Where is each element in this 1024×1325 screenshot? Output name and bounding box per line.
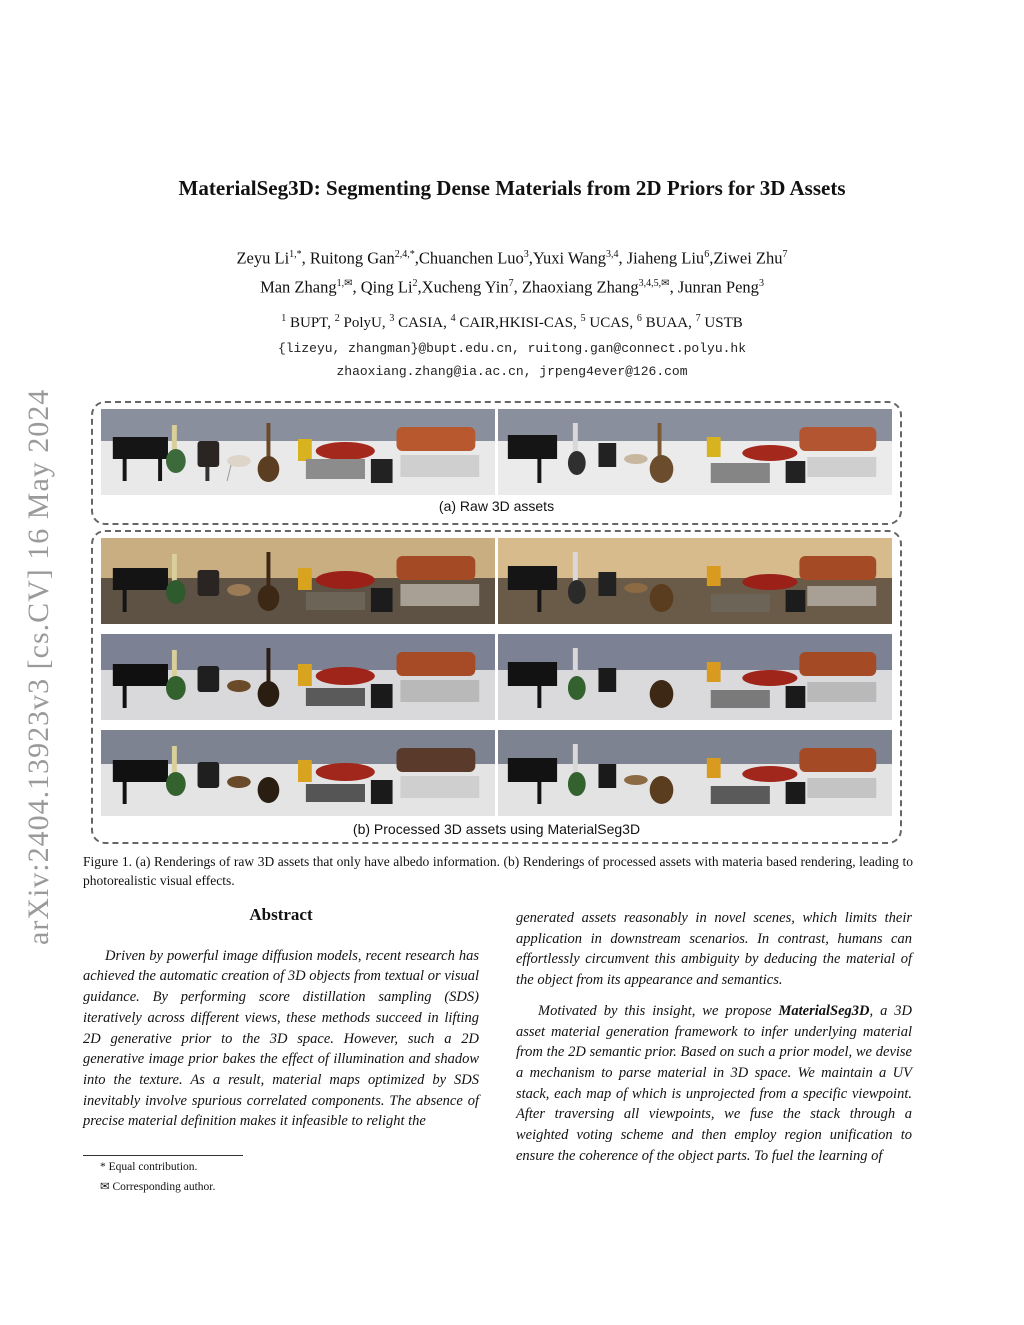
author-line-2	[0, 271, 1024, 300]
author-name: , Junran Peng	[669, 277, 759, 296]
author-superscript: 7	[508, 277, 514, 289]
right-column	[516, 908, 912, 1166]
render-image-neutral-right	[498, 730, 892, 816]
author-name: ,Yuxi Wang	[528, 248, 606, 268]
render-image-raw-right	[498, 409, 892, 495]
author-name: ,Ziwei Zhu	[709, 248, 783, 268]
affiliation: BUPT,	[290, 315, 331, 331]
render-row-neutral-lighting	[101, 730, 892, 816]
affiliation: UCAS,	[589, 315, 634, 331]
abstract-paragraph-2	[516, 1001, 912, 1167]
abstract-column	[83, 905, 479, 1132]
affiliation-marker: 4	[450, 313, 456, 324]
affiliation-marker: 6	[636, 313, 642, 324]
footnote-divider	[83, 1155, 243, 1156]
author-name: ,Xucheng Yin	[417, 277, 509, 296]
abstract-heading: Abstract	[249, 905, 313, 924]
figure-caption: Figure 1. (a) Renderings of raw 3D assets that only have albedo information. (b) Renderings of processed assets with materia based rendering, leading to photorealistic visual effects.	[83, 854, 913, 888]
author-name: , Ruitong Gan	[301, 248, 395, 268]
author-line-1	[0, 242, 1024, 271]
paragraph-text: Motivated by this insight, we propose	[538, 1002, 779, 1019]
panel-a-caption: (a) Raw 3D assets	[438, 498, 555, 514]
author-superscript: 6	[704, 249, 710, 260]
affiliation-marker: 7	[695, 313, 701, 324]
author-superscript: 3,4,5,✉	[638, 277, 670, 289]
render-image-warm-right	[498, 538, 892, 624]
arxiv-identifier: arXiv:2404.13923v3 [cs.CV] 16 May 2024	[22, 388, 55, 945]
author-name: ,Chuanchen Luo	[414, 248, 524, 268]
render-image-raw-left	[101, 409, 495, 495]
abstract-continuation: generated assets reasonably in novel scenes, which limits their application in downstream scenarios. In contrast, humans can effortlessly circumvent this ambiguity by deducing the material of the object from its appearance and semantics.	[516, 910, 912, 989]
affiliations	[0, 313, 1024, 332]
author-superscript: 7	[782, 249, 788, 260]
paper-title: MaterialSeg3D: Segmenting Dense Materials from 2D Priors for 3D Assets	[178, 176, 846, 200]
figure-panel-processed-assets	[91, 530, 902, 844]
affiliation-marker: 5	[580, 313, 586, 324]
author-superscript: 2,4,*	[394, 249, 415, 260]
author-name: , Qing Li	[352, 277, 413, 296]
render-image-neutral-left	[101, 730, 495, 816]
affiliation: CASIA,	[398, 315, 447, 331]
paragraph-text: , a 3D asset material generation framework to infer underlying material from the 2D semantic prior. Based on such a prior model, we devise a mechanism to parse material in 3D space. We maintain a UV stack, each map of which is unprojected from a specific viewpoint. After traversing all viewpoints, we fuse the stack through a weighted voting scheme and then employ region unification to ensure the coherence of the object parts. To fuel the learning of	[516, 1002, 912, 1164]
author-name: Zeyu Li	[236, 248, 290, 268]
author-name: , Jiaheng Liu	[618, 248, 705, 268]
figure-panel-raw-assets	[91, 401, 902, 525]
affiliation-marker: 1	[281, 313, 287, 324]
affiliation: USTB	[704, 315, 743, 331]
affiliation: BUAA,	[645, 315, 692, 331]
author-superscript: 3,4	[605, 249, 619, 260]
render-image-cool-left	[101, 634, 495, 720]
affiliation: CAIR,HKISI-CAS,	[459, 315, 577, 331]
affiliation: PolyU,	[343, 315, 386, 331]
author-superscript: 1,✉	[336, 277, 353, 289]
render-row-cool-lighting	[101, 634, 892, 720]
affiliation-marker: 2	[334, 313, 340, 324]
author-superscript: 1,*	[289, 249, 302, 260]
author-superscript: 3	[523, 249, 529, 260]
render-image-warm-left	[101, 538, 495, 624]
footnote-equal-contribution: * Equal contribution.	[100, 1161, 198, 1173]
email-line-1[interactable]: {lizeyu, zhangman}@bupt.edu.cn, ruitong.gan@connect.polyu.hk	[277, 341, 747, 356]
abstract-body: Driven by powerful image diffusion models, recent research has achieved the automatic creation of 3D objects from textual or visual guidance. By performing score distillation sampling (SDS) iteratively across different views, these methods succeed in lifting 2D generative prior to the 3D space. However, such a 2D generative image prior bakes the effect of illumination and shadow into the texture. As a result, material maps optimized by SDS inevitably involve spurious correlated components. The absence of precise material definition makes it infeasible to relight the	[83, 947, 479, 1130]
panel-b-caption: (b) Processed 3D assets using MaterialSeg3D	[352, 821, 641, 837]
render-row-warm-lighting	[101, 538, 892, 624]
affiliation-marker: 3	[389, 313, 395, 324]
author-superscript: 3	[758, 277, 764, 289]
author-superscript: 2	[412, 277, 418, 289]
email-line-2[interactable]: zhaoxiang.zhang@ia.ac.cn, jrpeng4ever@126.com	[336, 364, 688, 379]
author-name: Man Zhang	[260, 277, 337, 296]
footnote-corresponding-author: ✉ Corresponding author.	[100, 1181, 216, 1193]
author-list	[0, 242, 1024, 299]
render-image-cool-right	[498, 634, 892, 720]
render-row-raw	[101, 409, 892, 495]
author-name: , Zhaoxiang Zhang	[513, 277, 639, 296]
method-name: MaterialSeg3D	[778, 1002, 870, 1019]
